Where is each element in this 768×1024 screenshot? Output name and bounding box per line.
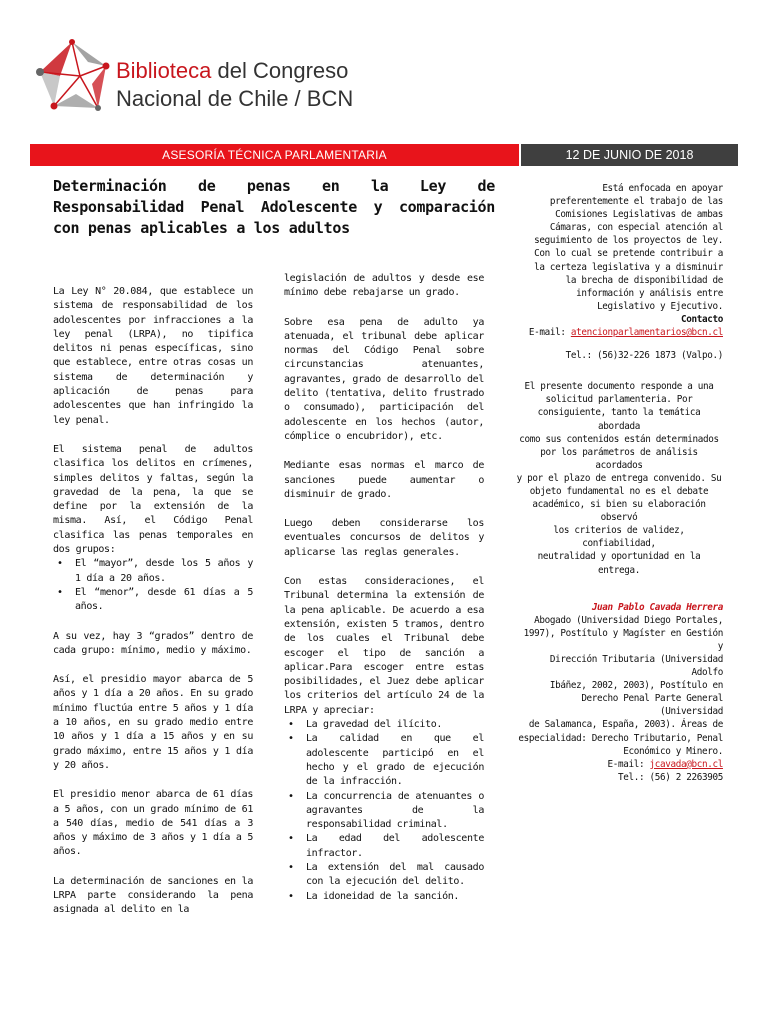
contact-email-line <box>515 326 723 339</box>
sidebar-intro-line: preferentemente el trabajo de las <box>549 196 723 208</box>
author-bio-line: 1997), Postítulo y Magíster en Gestión y <box>523 627 723 652</box>
list-item: • La concurrencia de atenuantes o agravantes de la responsabilidad criminal. <box>284 790 484 833</box>
list-item: • La calidad en que el adolescente participó en el hecho y el grado de ejecución de la infracción. <box>284 732 484 789</box>
column-left <box>53 285 253 933</box>
sidebar-intro-line: seguimiento de los proyectos de ley. <box>534 235 723 247</box>
list-item: • La idoneidad de la sanción. <box>284 890 484 904</box>
document-title: Determinación de penas en la Ley de Responsabilidad Penal Adolescente y comparación con penas aplicables a los adultos <box>53 177 495 237</box>
logo-line-2: Nacional de Chile / BCN <box>116 86 354 111</box>
author-bio-line: de Salamanca, España, 2003). Áreas de <box>528 719 723 731</box>
list-item: • La gravedad del ilícito. <box>284 718 484 732</box>
bullet-list <box>284 718 484 904</box>
contact-heading: Contacto <box>681 313 723 325</box>
sidebar-intro-line: información y análisis entre <box>576 287 723 299</box>
paragraph: La determinación de sanciones en la LRPA parte considerando la pena asignada al delito en la <box>53 875 253 916</box>
disclaimer-line: como sus contenidos están determinados <box>519 433 719 445</box>
paragraph: Luego deben considerarse los eventuales concursos de delitos y aplicarse las reglas generales. <box>284 518 484 558</box>
paragraph: Mediante esas normas el marco de sanciones puede aumentar o disminuir de grado. <box>284 460 484 500</box>
author-bio-line: especialidad: Derecho Tributario, Penal <box>518 732 723 744</box>
sidebar-intro-line: la certeza legislativa y a disminuir <box>534 261 723 273</box>
paragraph: Sobre esa pena de adulto ya atenuada, el tribunal debe aplicar normas del Código Penal sobre circunstancias atenuantes, agravantes, grado de desarrollo del delito (tentativa, delito frustrado o consumado), participación del adolescente en los hechos (autor, cómplice o encubridor), etc. <box>284 316 484 442</box>
paragraph: Con estas consideraciones, el Tribunal determina la extensión de la pena aplicable. De acuerdo a esa extensión, existen 5 tramos, dentro de los cuales el Tribunal debe escoger el tipo de sanción a aplicar.Para escoger entre estas posibilidades, el Juez debe aplicar los criterios del artículo 24 de la LRPA y apreciar: <box>284 576 484 716</box>
paragraph: legislación de adultos y desde ese mínimo debe rebajarse un grado. <box>284 273 484 299</box>
disclaimer-line: los criterios de validez, confiabilidad, <box>553 525 685 550</box>
list-item: • El “menor”, desde 61 días a 5 años. <box>53 586 253 615</box>
list-item: • El “mayor”, desde los 5 años y 1 día a 20 años. <box>53 557 253 586</box>
author-bio-line: Dirección Tributaria (Universidad Adolfo <box>549 654 723 679</box>
disclaimer-line: solicitud parlamenteria. Por <box>545 394 693 406</box>
author-bio-line: Derecho Penal Parte General (Universidad <box>581 693 723 718</box>
disclaimer-line: neutralidad y oportunidad en la entrega. <box>537 551 701 576</box>
paragraph: La Ley N° 20.084, que establece un sistema de responsabilidad de los adolescentes por infracciones a la ley penal (LRPA), no tipifica delitos ni penas específicas, sino que establece, entre otras cosas un sistema de determinación y aplicación de penas para adolescentes que han infringido la ley penal. <box>53 286 253 426</box>
list-item: • La edad del adolescente infractor. <box>284 832 484 861</box>
author-email-label: E-mail: <box>607 758 650 770</box>
author-phone: Tel.: (56) 2 2263905 <box>618 771 723 783</box>
sidebar-intro-line: la brecha de disponibilidad de <box>565 274 723 286</box>
paragraph: A su vez, hay 3 “grados” dentro de cada grupo: mínimo, medio y máximo. <box>53 630 253 656</box>
date-banner: 12 DE JUNIO DE 2018 <box>521 144 738 166</box>
contact-phone: Tel.: (56)32-226 1873 (Valpo.) <box>565 350 723 362</box>
disclaimer-line: El presente documento responde a una <box>524 381 714 393</box>
sidebar-intro-line: Legislativo y Ejecutivo. <box>597 300 723 312</box>
disclaimer-line: consiguiente, tanto la temática abordada <box>537 407 701 432</box>
paragraph: El presidio menor abarca de 61 días a 5 años, con un grado mínimo de 61 a 540 días, medio de 541 días a 3 años y máximo de 3 años y 1 día a 5 años. <box>53 789 253 858</box>
column-middle <box>284 272 484 919</box>
bcn-star-logo-icon <box>36 36 116 116</box>
author-bio-line: Abogado (Universidad Diego Portales, <box>534 614 723 626</box>
disclaimer-line: por los parámetros de análisis acordados <box>540 446 698 471</box>
sidebar <box>515 182 723 784</box>
paragraph: Así, el presidio mayor abarca de 5 años y 1 día a 20 años. En su grado mínimo fluctúa entre 5 años y 1 día a 10 años, en su grado medio entre 10 años y 1 día a 15 años y en su grado máximo, entre 15 años y 1 día y 20 años. <box>53 674 253 771</box>
sidebar-intro-line: Está enfocada en apoyar <box>602 183 723 194</box>
list-item: • La extensión del mal causado con la ejecución del delito. <box>284 861 484 890</box>
author-email-line <box>515 758 723 771</box>
sidebar-intro-line: Con lo cual se pretende contribuir a <box>534 248 723 260</box>
disclaimer-line: académico, si bien su elaboración observó <box>532 499 706 524</box>
bullet-list <box>53 557 253 614</box>
paragraph: El sistema penal de adultos clasifica los delitos en crímenes, simples delitos y faltas, según la gravedad de la pena, la que se define por la extensión de la misma. Así, el Código Penal clasifica las penas temporales en dos grupos: <box>53 443 253 556</box>
email-label: E-mail: <box>528 327 571 339</box>
logo-line-1: Biblioteca del Congreso <box>116 58 349 83</box>
contact-email-link[interactable]: atencionparlamentarios@bcn.cl <box>570 327 723 339</box>
author-bio-line: Económico y Minero. <box>623 745 723 757</box>
author-bio-line: Ibáñez, 2002, 2003), Postítulo en <box>549 680 723 692</box>
author-bio <box>515 614 723 758</box>
disclaimer-line: objeto fundamental no es el debate <box>529 485 709 497</box>
section-banner: ASESORÍA TÉCNICA PARLAMENTARIA <box>30 144 519 166</box>
author-name: Juan Pablo Cavada Herrera <box>591 601 723 613</box>
sidebar-intro-line: Comisiones Legislativas de ambas <box>555 209 723 221</box>
bcn-logo <box>36 36 354 124</box>
sidebar-intro-line: Cámaras, con especial atención al <box>549 222 723 234</box>
disclaimer <box>515 380 723 576</box>
author-email-link[interactable]: jcavada@bcn.cl <box>649 758 723 770</box>
disclaimer-line: y por el plazo de entrega convenido. Su <box>516 472 722 484</box>
